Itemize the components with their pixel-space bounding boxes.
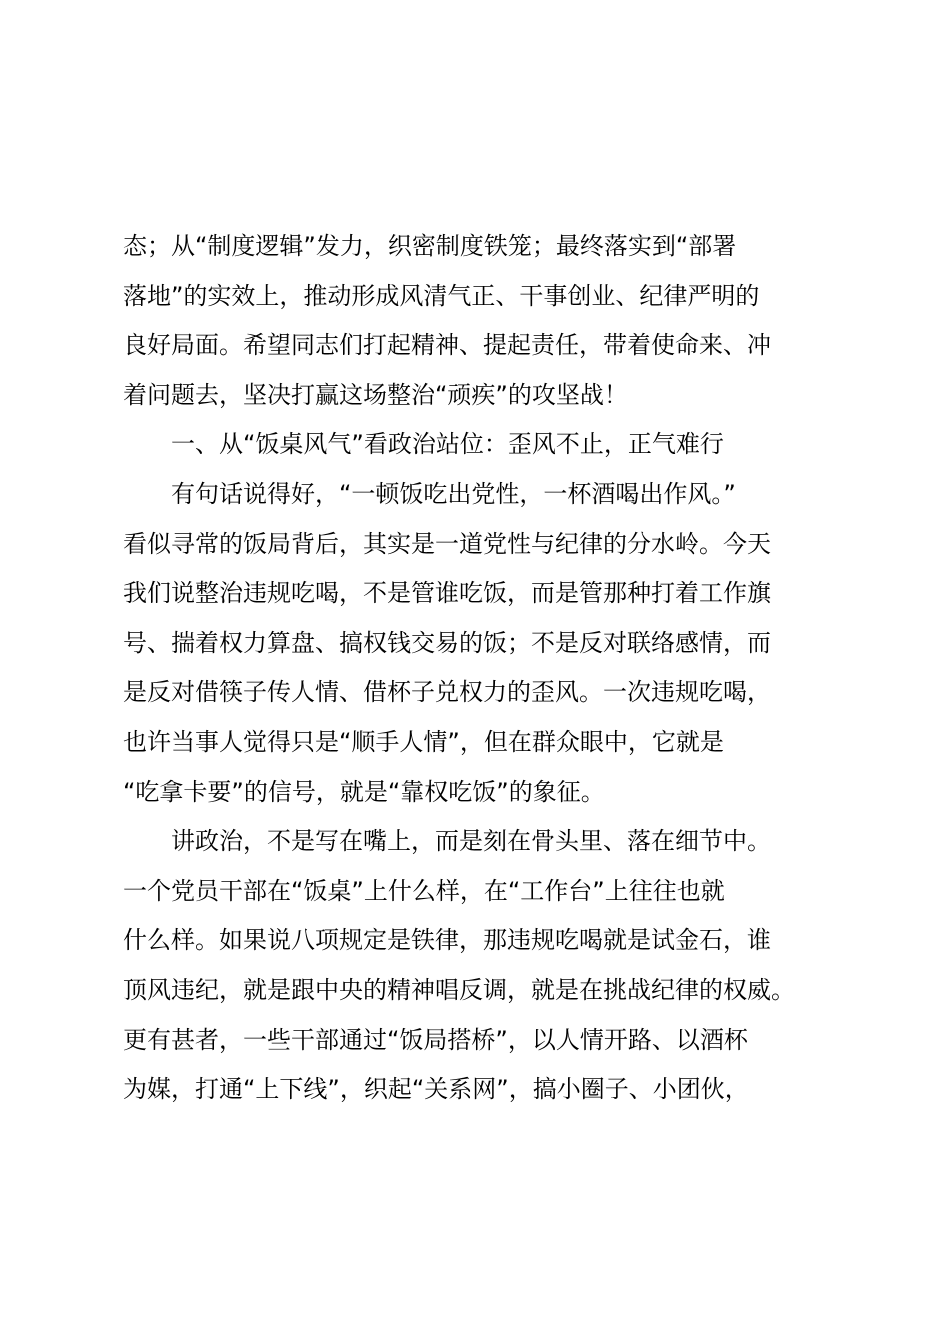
paragraph-line: 为媒，打通“上下线”，织起“关系网”，搞小圈子、小团伙， [123,1075,749,1104]
section-heading: 一、从“饭桌风气”看政治站位：歪风不止，正气难行 [171,430,724,459]
paragraph-line: 号、揣着权力算盘、搞权钱交易的饭；不是反对联络感情，而 [123,628,771,657]
paragraph-line: 我们说整治违规吃喝，不是管谁吃饭，而是管那种打着工作旗 [123,579,771,608]
paragraph-line: 有句话说得好，“一顿饭吃出党性，一杯酒喝出作风。” [171,479,736,508]
paragraph-line: 着问题去，坚决打赢这场整治“顽疾”的攻坚战！ [123,380,628,409]
paragraph-line: 一个党员干部在“饭桌”上什么样，在“工作台”上往往也就 [123,876,725,905]
paragraph-line: 良好局面。希望同志们打起精神、提起责任，带着使命来、冲 [123,331,771,360]
paragraph-line: 也许当事人觉得只是“顺手人情”，但在群众眼中，它就是 [123,727,724,756]
paragraph-line: 什么样。如果说八项规定是铁律，那违规吃喝就是试金石，谁 [123,926,771,955]
paragraph-line: 是反对借筷子传人情、借杯子兑权力的歪风。一次违规吃喝， [123,678,771,707]
paragraph-line: 看似寻常的饭局背后，其实是一道党性与纪律的分水岭。今天 [123,529,771,558]
paragraph-line: 顶风违纪，就是跟中央的精神唱反调，就是在挑战纪律的权威。 [123,975,795,1004]
paragraph-line: 态；从“制度逻辑”发力，织密制度铁笼；最终落实到“部署 [123,232,737,260]
body-text [123,222,833,1115]
paragraph-line: 落地”的实效上，推动形成风清气正、干事创业、纪律严明的 [123,281,760,310]
paragraph-line: 更有甚者，一些干部通过“饭局搭桥”，以人情开路、以酒杯 [123,1025,748,1054]
paragraph-line: 讲政治，不是写在嘴上，而是刻在骨头里、落在细节中。 [171,827,771,856]
paragraph-line: “吃拿卡要”的信号，就是“靠权吃饭”的象征。 [123,777,605,806]
